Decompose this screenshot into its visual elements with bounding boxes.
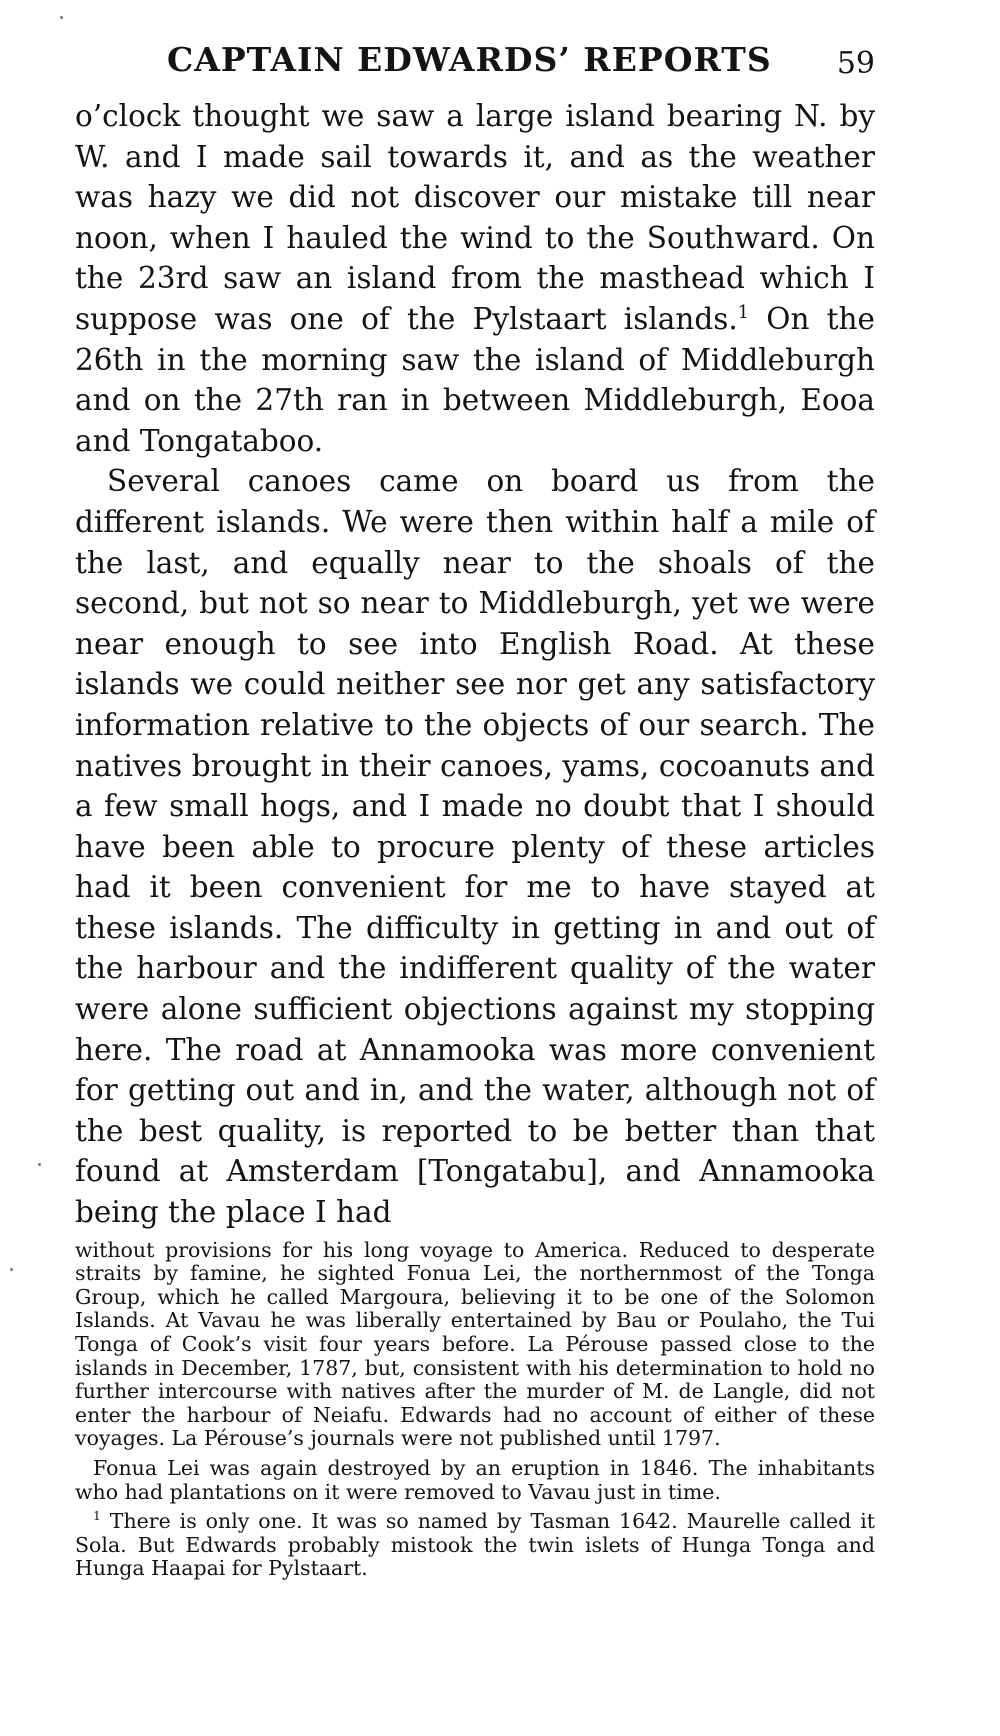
- paragraph: Several canoes came on board us from the different islands. We were then within half a mile of the last, and equally near to the shoals of the second, but not so near to Middleburgh, yet we were near enough to see into English Road. At these islands we could neither see nor get any satisfactory information relative to the objects of our search. The natives brought in their canoes, yams, cocoanuts and a few small hogs, and I made no doubt that I should have been able to procure plenty of these articles had it been convenient for me to have stayed at these islands. The difficulty in getting in and out of the harbour and the indifferent quality of the water were alone sufficient objections against my stopping here. The road at Annamooka was more convenient for getting out and in, and the water, although not of the best quality, is reported to be better than that found at Amsterdam [Tongatabu], and Annamooka being the place I had: [75, 464, 875, 1230]
- margin-speck: [10, 1268, 13, 1271]
- running-head: CAPTAIN EDWARDS’ REPORTS: [167, 40, 772, 79]
- footnote-text: There is only one. It was so named by Tasman 1642. Maurelle called it Sola. But Edwards probably mistook the twin islets of Hunga Tonga and Hunga Haapai for Pylstaart.: [75, 1509, 875, 1581]
- footnote-marker: 1: [93, 1509, 101, 1524]
- page-number: 59: [836, 46, 875, 81]
- main-text: [75, 96, 875, 1233]
- margin-speck: [60, 16, 63, 19]
- margin-speck: [38, 1163, 41, 1166]
- continued-footnote: without provisions for his long voyage to America. Reduced to desperate straits by famine, he sighted Fonua Lei, the northernmost of the Tonga Group, which he called Margoura, believing it to be one of the Solomon Islands. At Vavau he was liberally entertained by Bau or Poulaho, the Tui Tonga of Cook’s visit four years before. La Pérouse passed close to the islands in December, 1787, but, consistent with his determination to hold no further intercourse with natives after the murder of M. de Langle, did not enter the harbour of Neiafu. Edwards had no account of either of these voyages. La Pérouse’s journals were not published until 1797.: [75, 1237, 875, 1451]
- paragraph-text: o’clock thought we saw a large island bearing N. by W. and I made sail towards it, and as the weather was hazy we did not discover our mistake till near noon, when I hauled the wind to the Southward. On the 23rd saw an island from the masthead which I suppose was one of the Pylstaart islands.: [75, 99, 875, 336]
- book-page: [75, 40, 875, 1581]
- footnote-paragraph: Fonua Lei was again destroyed by an eruption in 1846. The inhabitants who had plantations on it were removed to Vavau just in time.: [75, 1455, 875, 1504]
- page-header: [75, 40, 875, 96]
- paragraph-text: On the 26th in the morning saw the island of Middleburgh and on the 27th ran in between Middleburgh, Eooa and Tongataboo.: [75, 301, 875, 458]
- paragraph: [75, 96, 875, 461]
- footnote: [75, 1510, 875, 1581]
- footnotes: [75, 1239, 875, 1581]
- footnote-reference: 1: [737, 303, 750, 324]
